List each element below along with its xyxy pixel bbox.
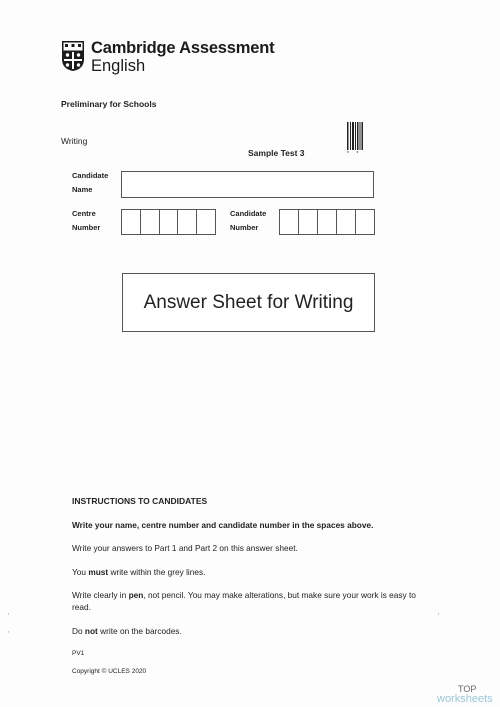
candidate-name-field[interactable] [121,171,374,198]
instruction-text: Write clearly in [72,590,129,600]
centre-number-field[interactable] [121,209,216,235]
instruction-line-4 [72,589,417,613]
digit-cell[interactable] [280,210,299,234]
digit-cell[interactable] [141,210,160,234]
instruction-text: write on the barcodes. [97,626,182,636]
digit-cell[interactable] [299,210,318,234]
candidate-number-label-line2: Number [230,223,259,232]
instruction-line-2: Write your answers to Part 1 and Part 2 on this answer sheet. [72,543,298,553]
digit-cell[interactable] [122,210,141,234]
margin-mark: ' [8,612,10,621]
brand-name: Cambridge Assessment [91,39,275,57]
candidate-name-label [72,169,108,197]
candidate-number-label [230,207,266,235]
barcode-icon [347,122,363,150]
margin-mark: ' [438,612,440,621]
digit-cell[interactable] [337,210,356,234]
candidate-number-label-line1: Candidate [230,209,267,218]
university-crest-icon [61,40,85,72]
centre-number-label [72,207,100,235]
instruction-line-1: Write your name, centre number and candidate number in the spaces above. [72,520,374,530]
barcode-marks: * * [347,151,362,157]
instruction-emphasis: must [88,567,109,577]
sample-test-label: Sample Test 3 [248,148,305,158]
instruction-emphasis: not [84,626,98,636]
instruction-text: , not pencil. You may make alterations, but make sure your work is easy to read. [72,590,416,612]
candidate-name-label-line2: Name [72,185,93,194]
copyright: Copyright © UCLES 2020 [72,668,147,675]
instruction-text: write within the grey lines. [108,567,206,577]
watermark-top: TOP [458,684,477,694]
digit-cell[interactable] [356,210,374,234]
instruction-emphasis: pen [128,590,144,600]
candidate-name-label-line1: Candidate [72,171,109,180]
digit-cell[interactable] [318,210,337,234]
instructions-heading: INSTRUCTIONS TO CANDIDATES [72,496,208,506]
instruction-line-5 [72,625,422,637]
digit-cell[interactable] [197,210,215,234]
margin-mark: ' [8,630,10,639]
centre-number-label-line2: Number [72,223,101,232]
brand-subname: English [91,57,146,75]
candidate-number-field[interactable] [279,209,375,235]
paper-code: PV1 [72,650,85,657]
instruction-text: Do [72,626,85,636]
watermark-logo: worksheets [437,693,493,705]
instruction-text: You [72,567,89,577]
instruction-line-3 [72,566,422,578]
exam-level: Preliminary for Schools [61,99,157,109]
digit-cell[interactable] [178,210,197,234]
paper-name: Writing [61,136,88,146]
centre-number-label-line1: Centre [72,209,96,218]
digit-cell[interactable] [160,210,179,234]
answer-sheet-title: Answer Sheet for Writing [122,273,375,332]
